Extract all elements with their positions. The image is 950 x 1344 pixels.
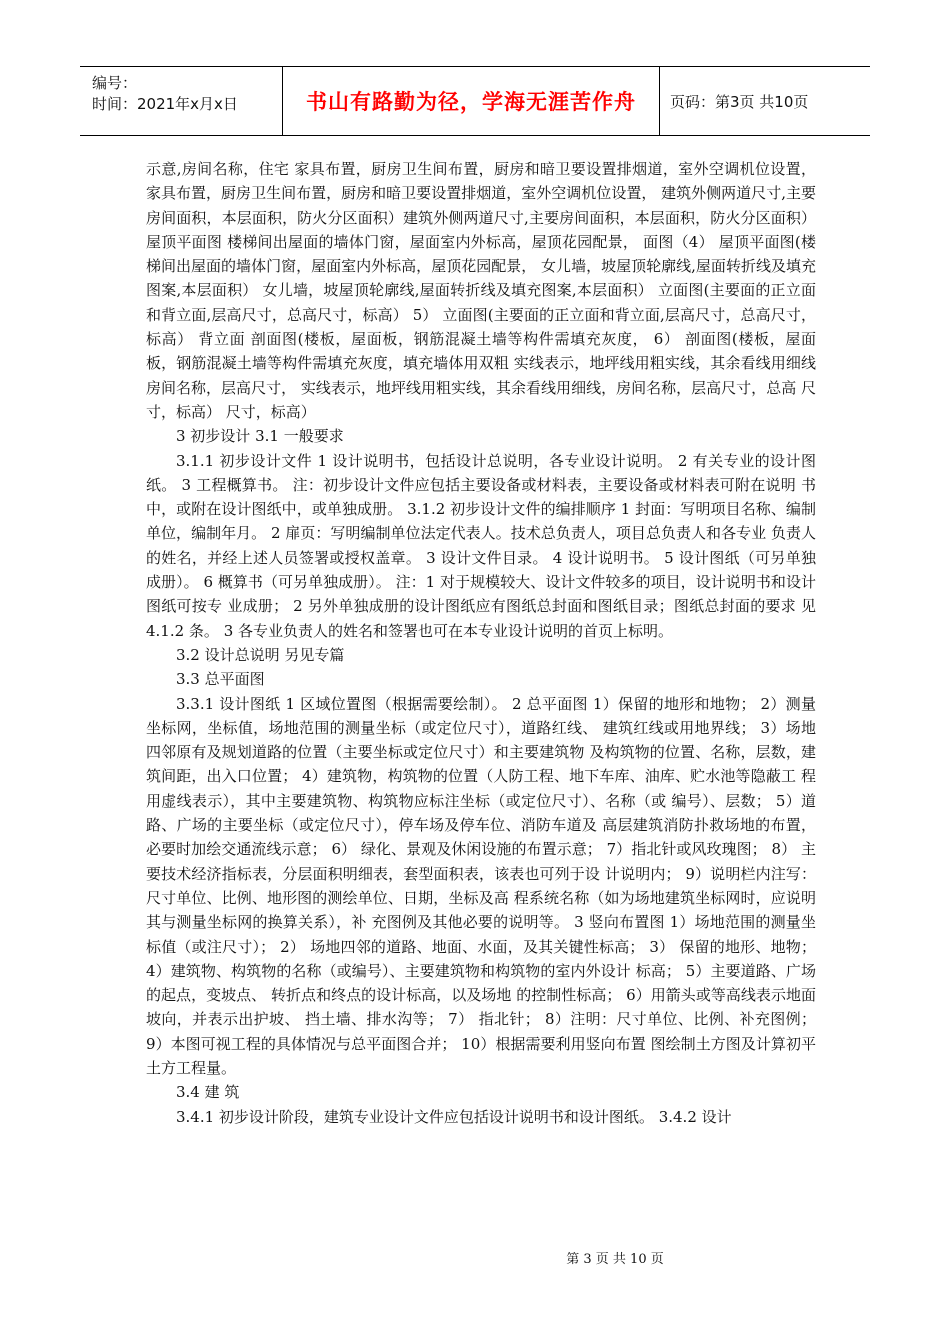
page-header [80,66,870,136]
paragraph: 3.3.1 设计图纸 1 区域位置图（根据需要绘制）。 2 总平面图 1）保留的地形和地物； 2）测量坐标网，坐标值，场地范围的测量坐标（或定位尺寸），道路红线、 建筑红线或用地界线； 3）场地四邻原有及规划道路的位置（主要坐标或定位尺寸）和主要建筑物 及构筑物的位置、名称，层数，建筑间距，出入口位置； 4）建筑物，构筑物的位置（人防工程、地下车库、油库、贮水池等隐蔽工 程用虚线表示），其中主要建筑物、构筑物应标注坐标（或定位尺寸）、名称（或 编号）、层数； 5）道路、广场的主要坐标（或定位尺寸），停车场及停车位、消防车道及 高层建筑消防扑救场地的布置，必要时加绘交通流线示意； 6） 绿化、景观及休闲设施的布置示意； 7）指北针或风玫瑰图； 8） 主要技术经济指标表，分层面积明细表，套型面积表，该表也可列于设 计说明内； 9）说明栏内注写：尺寸单位、比例、地形图的测绘单位、日期，坐标及高 程系统名称（如为场地建筑坐标网时，应说明其与测量坐标网的换算关系），补 充图例及其他必要的说明等。 3 竖向布置图 1）场地范围的测量坐标值（或注尺寸）； 2） 场地四邻的道路、地面、水面，及其关键性标高； 3） 保留的地形、地物； 4）建筑物、构筑物的名称（或编号）、主要建筑物和构筑物的室内外设计 标高； 5）主要道路、广场的起点，变坡点、 转折点和终点的设计标高，以及场地 的控制性标高； 6）用箭头或等高线表示地面坡向，并表示出护坡、 挡土墙、排水沟等； 7） 指北针； 8）注明：尺寸单位、比例、补充图例； 9）本图可视工程的具体情况与总平面图合并； 10）根据需要利用竖向布置 图绘制土方图及计算初平土方工程量。 [146,694,816,1077]
paragraph: 示意,房间名称，住宅 家具布置，厨房卫生间布置，厨房和暗卫要设置排烟道，室外空调机位设置， 家具布置，厨房卫生间布置，厨房和暗卫要设置排烟道，室外空调机位设置， 建筑外侧两道尺寸,主要房间面积，本层面积，防火分区面积）建筑外侧两道尺寸,主要房间面积，本层面积，防火分区面积） 屋顶平面图 楼梯间出屋面的墙体门窗，屋面室内外标高，屋顶花园配景， 面图（4） 屋顶平面图(楼梯间出屋面的墙体门窗，屋面室内外标高，屋顶花园配景， 女儿墙，坡屋顶轮廓线,屋面转折线及填充图案,本层面积） 女儿墙，坡屋顶轮廓线,屋面转折线及填充图案,本层面积） 立面图(主要面的正立面和背立面,层高尺寸，总高尺寸，标高） 5） 立面图(主要面的正立面和背立面,层高尺寸，总高尺寸，标高） 背立面 剖面图(楼板，屋面板，钢筋混凝土墙等构件需填充灰度， 6） 剖面图(楼板，屋面板，钢筋混凝土墙等构件需填充灰度，填充墙体用双粗 实线表示，地坪线用粗实线，其余看线用细线 房间名称，层高尺寸， 实线表示，地坪线用粗实线，其余看线用细线，房间名称，层高尺寸，总高 尺寸，标高） 尺寸，标高） [146,160,816,421]
document-body [146,157,816,1129]
paragraph: 3.4.1 初步设计阶段，建筑专业设计文件应包括设计说明书和设计图纸。 3.4.2 设计 [176,1107,732,1126]
paragraph: 3.1.1 初步设计文件 1 设计说明书，包括设计总说明，各专业设计说明。 2 有关专业的设计图纸。 3 工程概算书。 注：初步设计文件应包括主要设备或材料表，主要设备或材料表可附在说明 书中，或附在设计图纸中，或单独成册。 3.1.2 初步设计文件的编排顺序 1 封面：写明项目名称、编制单位，编制年月。 2 扉页：写明编制单位法定代表人。技术总负责人，项目总负责人和各专业 负责人的姓名，并经上述人员签署或授权盖章。 3 设计文件目录。 4 设计说明书。 5 设计图纸（可另单独成册）。 6 概算书（可另单独成册）。 注：1 对于规模较大、设计文件较多的项目，设计说明书和设计图纸可按专 业成册； 2 另外单独成册的设计图纸应有图纸总封面和图纸目录；图纸总封面的要求 见 4.1.2 条。 3 各专业负责人的姓名和签署也可在本专业设计说明的首页上标明。 [146,451,816,640]
section-heading: 3 初步设计 3.1 一般要求 [176,427,344,446]
section-heading: 3.3 总平面图 [176,670,265,689]
section-heading: 3.2 设计总说明 另见专篇 [176,645,345,664]
page-footer: 第 3 页 共 10 页 [566,1252,664,1267]
header-meta [80,67,282,135]
header-page-label: 页码：第3页 共10页 [670,92,809,111]
time-label: 时间：2021年x月x日 [92,95,238,113]
header-motto: 书山有路勤为径，学海无涯苦作舟 [282,67,660,135]
section-heading: 3.4 建 筑 [176,1083,240,1102]
number-label: 编号： [92,74,138,92]
